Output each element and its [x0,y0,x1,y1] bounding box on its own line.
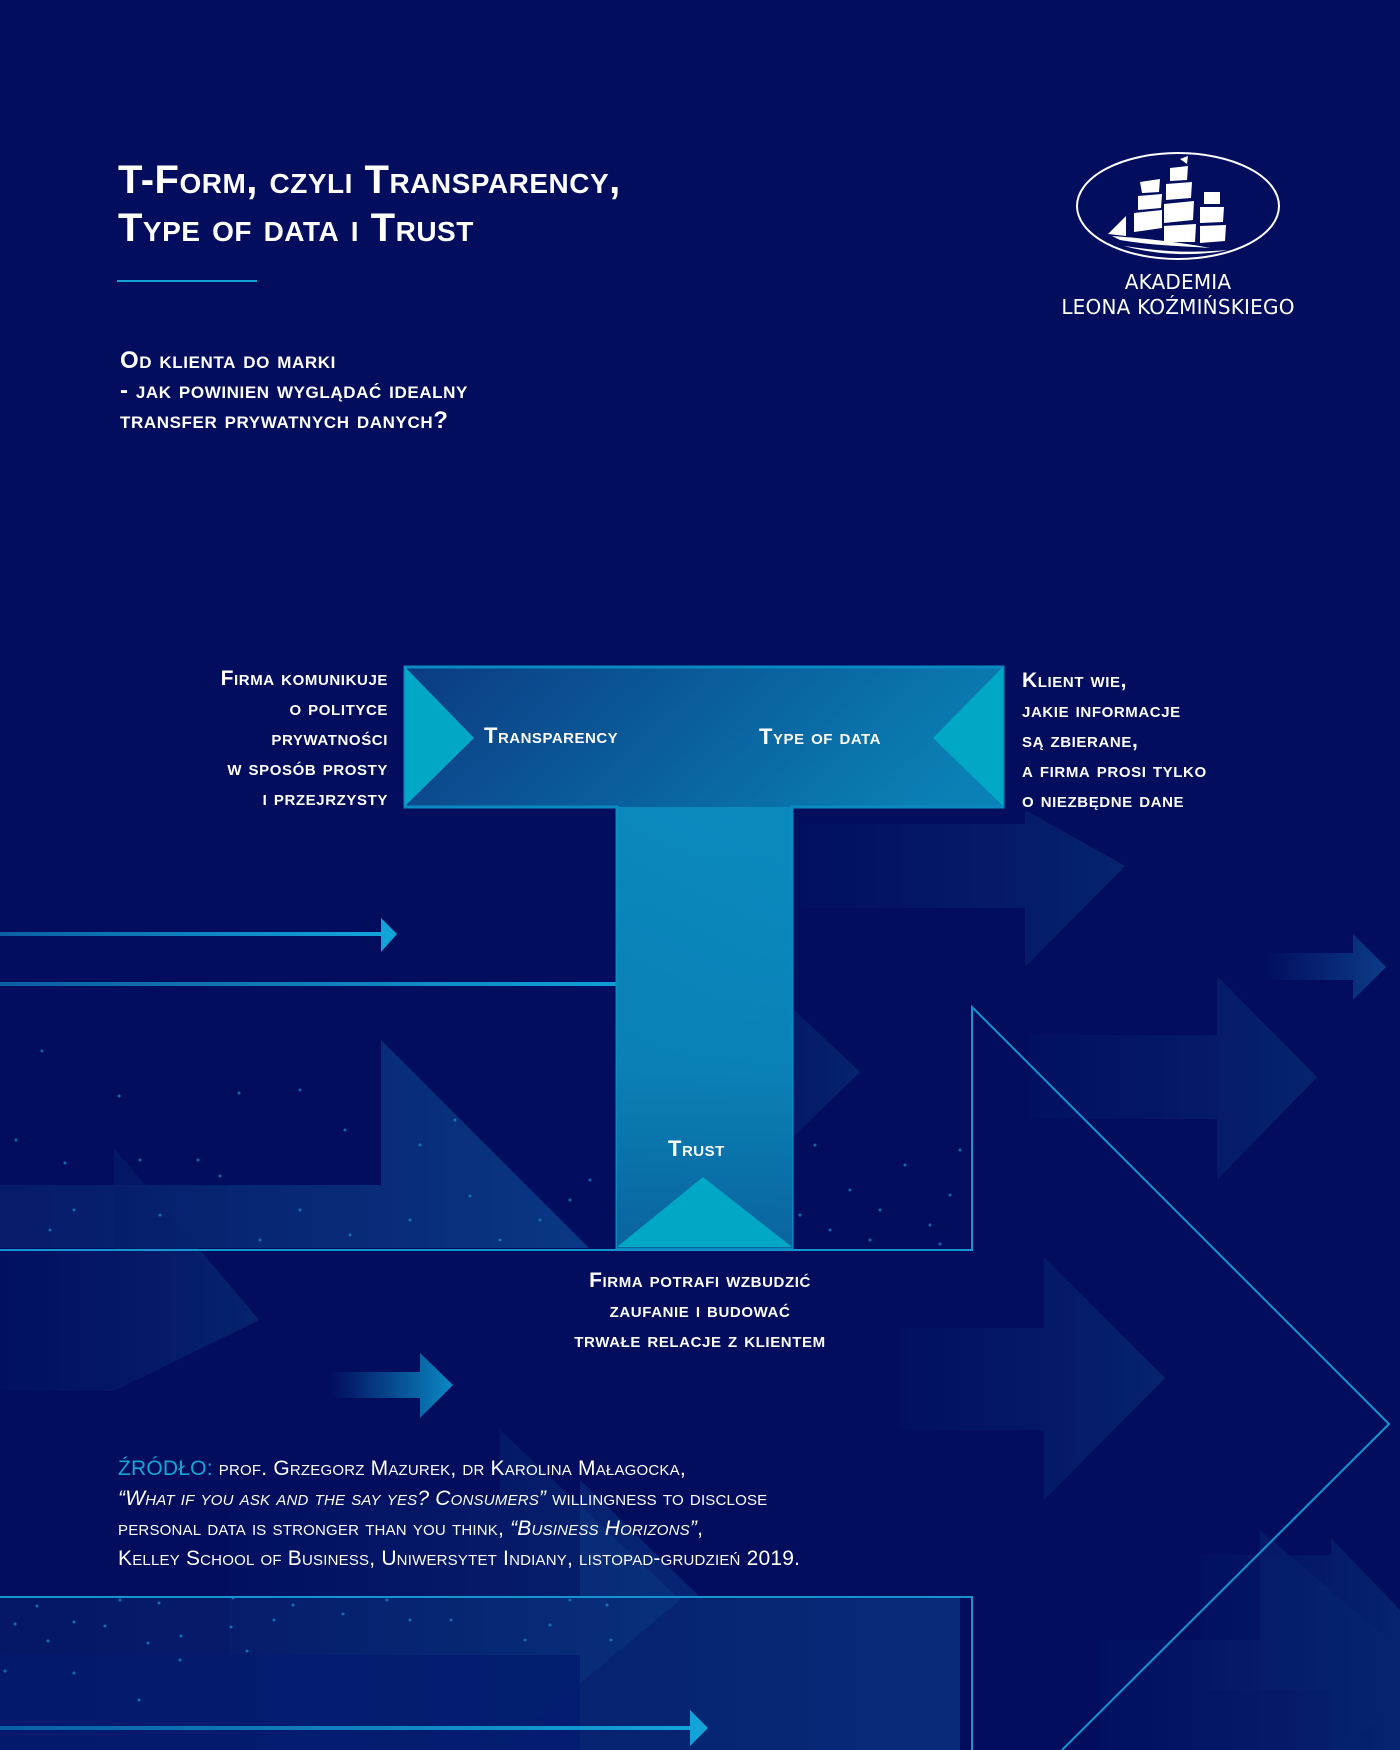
desc-line: zaufanie i budować [609,1299,791,1322]
desc-line: o niezbędne dane [1022,789,1185,812]
small-arrow-left [330,1353,453,1418]
subtitle-line-2: - jak powinien wyglądać idealny [120,377,468,404]
desc-line: jakie informacje [1022,699,1181,722]
desc-line: Klient wie, [1022,669,1128,692]
source-line-4: Kelley School of Business, Uniwersytet Indiany, listopad-grudzień 2019. [118,1547,801,1570]
desc-line: Firma potrafi wzbudzić [589,1269,811,1292]
line-arrow-3 [0,1726,692,1730]
small-arrow-right [1263,934,1386,1000]
logo-text-line-2: LEONA KOŹMIŃSKIEGO [1061,295,1295,319]
source-citation [118,1454,1118,1574]
article-title-rest: willingness to disclose [546,1487,768,1510]
subtitle-line-3: transfer prywatnych danych? [120,407,449,434]
bg-arrow-mid-right [1030,976,1317,1180]
trust-label: Trust [668,1136,725,1161]
type-of-data-label: Type of data [759,724,881,749]
bg-arrow-bottom-band [0,1655,580,1750]
title-line-2: Type of data i Trust [118,206,474,250]
page-title [118,156,838,252]
desc-line: Firma komunikuje [220,667,388,690]
journal-name: “Business Horizons” [510,1517,698,1540]
source-line-3: personal data is stronger than you think, [118,1517,511,1540]
transparency-label: Transparency [484,723,619,748]
type-of-data-description [1022,666,1382,816]
source-label: ŹRÓDŁO: [118,1457,213,1480]
article-title: “What if you ask and the say yes? Consumers” [118,1487,547,1510]
kozminski-logo [1060,146,1296,326]
transparency-description [150,664,388,814]
desc-line: prywatności [271,727,388,750]
desc-line: o polityce [289,697,388,720]
trust-description [500,1266,900,1356]
logo-text-line-1: AKADEMIA [1124,270,1232,294]
bg-arrow-left-lower [0,1148,259,1391]
subtitle [120,346,820,436]
line-arrow-1 [0,932,384,936]
desc-line: są zbierane, [1022,729,1139,752]
desc-line: trwałe relacje z klientem [574,1329,826,1352]
source-punct: , [697,1517,704,1540]
desc-line: w sposób prosty [227,757,388,780]
subtitle-line-1: Od klienta do marki [120,347,336,374]
desc-line: i przejrzysty [262,787,388,810]
title-line-1: T-Form, czyli Transparency, [118,158,621,202]
sailing-ship-icon [1060,146,1296,266]
desc-line: a firma prosi tylko [1022,759,1207,782]
source-authors: prof. Grzegorz Mazurek, dr Karolina Małagocka, [212,1457,686,1480]
title-underline [117,280,257,282]
line-arrow-2 [0,982,670,986]
bg-arrow-upper-right [800,810,1125,967]
bg-arrow-large-left [0,1040,589,1248]
